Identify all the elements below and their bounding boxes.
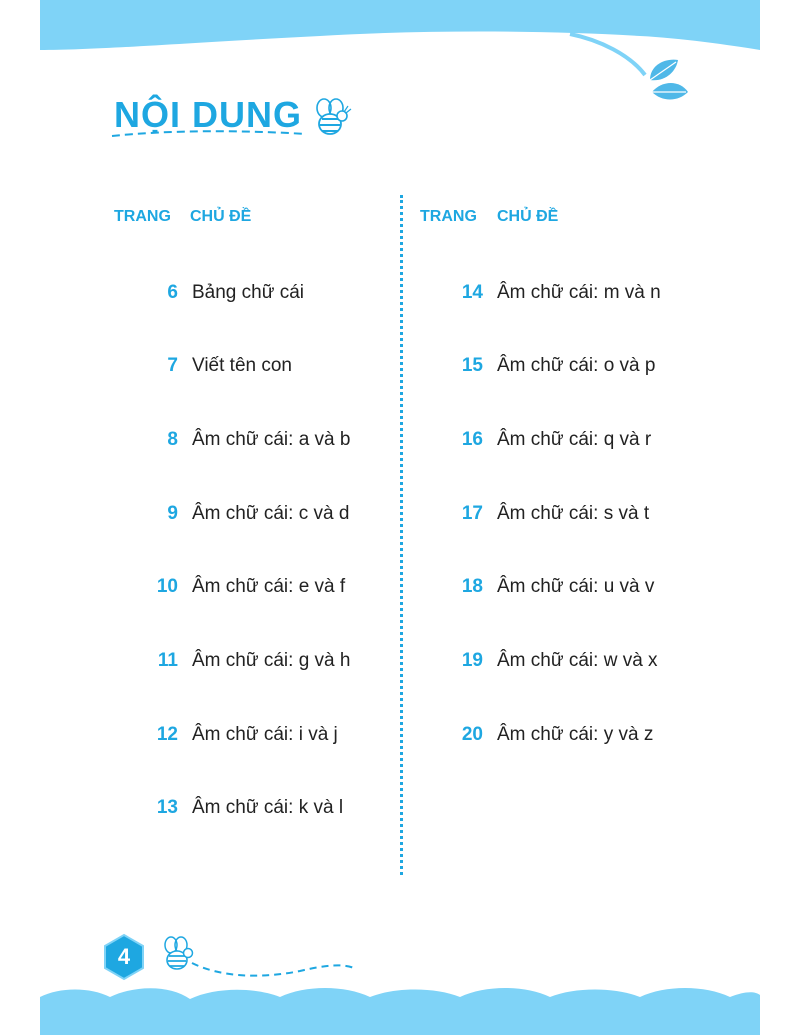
toc-topic: Âm chữ cái: y và z (497, 724, 654, 745)
toc-page-number: 7 (167, 355, 178, 376)
toc-entry[interactable] (439, 572, 654, 602)
toc-topic: Viết tên con (192, 355, 293, 376)
right-topic-column-header: CHỦ ĐỀ (497, 208, 559, 225)
toc-topic: Âm chữ cái: a và b (192, 429, 351, 450)
toc-topic: Âm chữ cái: e và f (192, 576, 346, 597)
toc-topic: Bảng chữ cái (192, 282, 305, 303)
toc-entry[interactable] (439, 646, 658, 676)
toc-entry[interactable] (439, 351, 655, 381)
toc-topic: Âm chữ cái: u và v (497, 576, 655, 597)
toc-topic: Âm chữ cái: q và r (497, 429, 652, 450)
toc-page-number: 14 (461, 282, 483, 303)
toc-entry[interactable] (134, 278, 304, 308)
toc-page-number: 6 (167, 282, 178, 303)
toc-page-number: 13 (156, 797, 178, 818)
page-title: NỘI DUNG (114, 94, 302, 135)
toc-page-number: 11 (157, 650, 178, 671)
toc-page-number: 9 (167, 503, 178, 524)
flight-trail (190, 955, 360, 985)
toc-topic: Âm chữ cái: c và d (192, 503, 350, 524)
toc-page-number: 17 (461, 503, 483, 524)
column-divider (400, 195, 403, 875)
toc-topic: Âm chữ cái: w và x (497, 650, 658, 671)
toc-entry[interactable] (134, 793, 343, 823)
toc-entry[interactable] (439, 425, 651, 455)
left-page-column-header: TRANG (114, 208, 171, 225)
toc-entry[interactable] (439, 499, 649, 529)
toc-entry[interactable] (134, 425, 350, 455)
toc-page-number: 19 (461, 650, 483, 671)
toc-topic: Âm chữ cái: i và j (192, 724, 338, 745)
toc-topic: Âm chữ cái: g và h (192, 650, 351, 671)
bottom-cloud-border (40, 985, 760, 1035)
toc-topic: Âm chữ cái: k và l (192, 797, 344, 818)
toc-page-number: 16 (461, 429, 483, 450)
toc-topic: Âm chữ cái: s và t (497, 503, 650, 524)
toc-entry[interactable] (134, 720, 338, 750)
leaf-icon (640, 50, 700, 110)
toc-entry[interactable] (439, 720, 653, 750)
toc-entry[interactable] (134, 572, 345, 602)
title-dashed-underline (110, 128, 310, 140)
toc-topic: Âm chữ cái: m và n (497, 282, 661, 303)
page-number: 4 (117, 944, 131, 969)
toc-page-number: 12 (156, 724, 178, 745)
toc-topic: Âm chữ cái: o và p (497, 355, 656, 376)
toc-entry[interactable] (134, 646, 350, 676)
toc-entry[interactable] (134, 351, 292, 381)
toc-page-number: 15 (461, 355, 483, 376)
toc-page-number: 20 (461, 724, 483, 745)
toc-entry[interactable] (439, 278, 661, 308)
book-page (40, 0, 760, 1035)
left-topic-column-header: CHỦ ĐỀ (190, 208, 252, 225)
toc-page-number: 10 (156, 576, 178, 597)
toc-page-number: 18 (461, 576, 483, 597)
toc-page-number: 8 (167, 429, 178, 450)
bee-icon (310, 98, 354, 142)
right-page-column-header: TRANG (420, 208, 477, 225)
toc-entry[interactable] (134, 499, 349, 529)
